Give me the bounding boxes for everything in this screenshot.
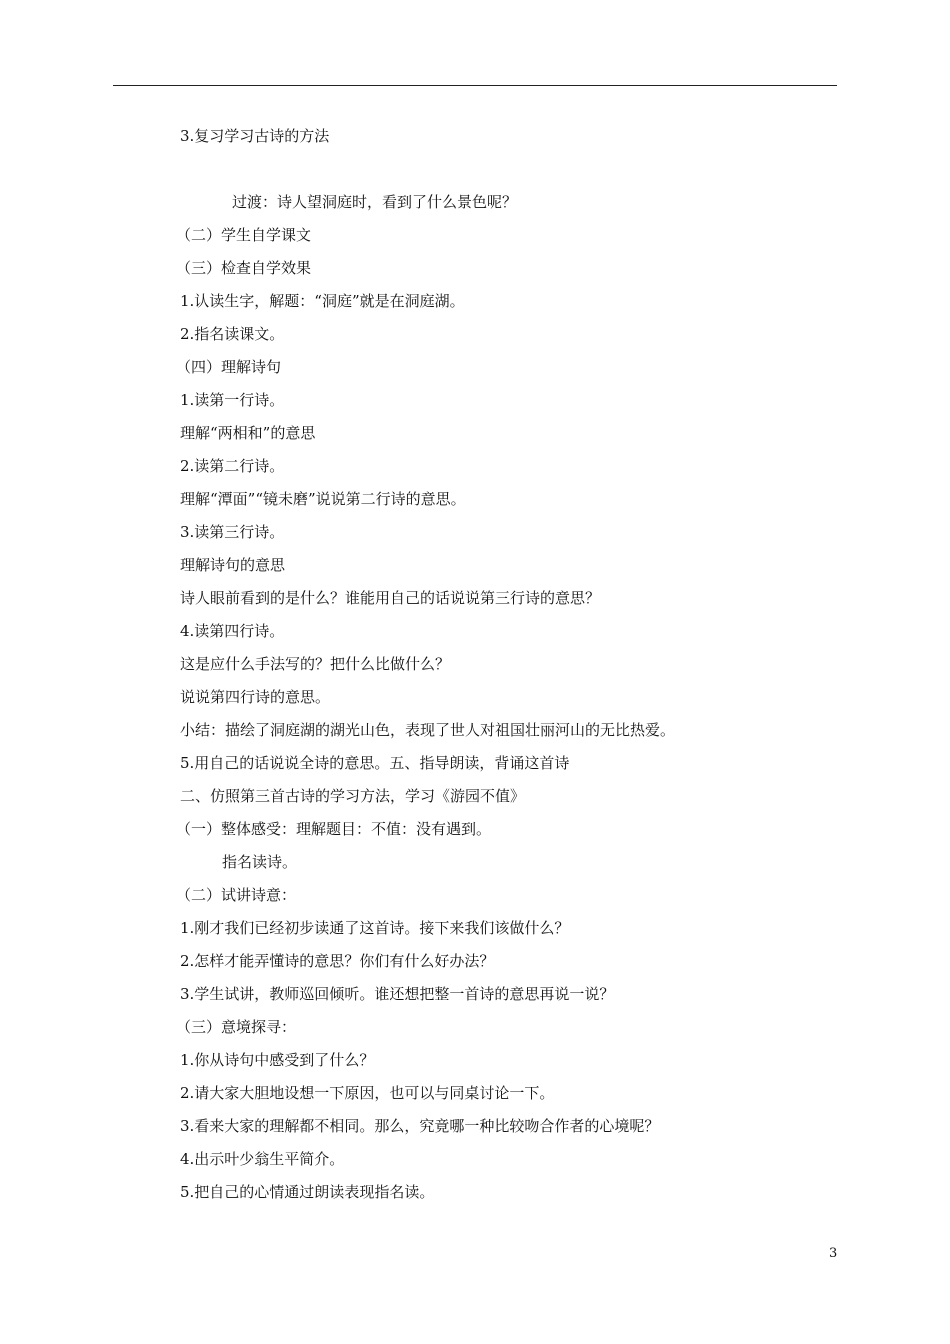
text-line: 理解诗句的意思 (180, 556, 286, 574)
text-line: 1.认读生字，解题：“洞庭”就是在洞庭湖。 (180, 292, 465, 310)
section-heading: （二）试讲诗意： (176, 886, 297, 904)
text-line: 这是应什么手法写的？把什么比做什么？ (180, 655, 451, 673)
text-line: 1.读第一行诗。 (180, 391, 285, 409)
section-heading: （二）学生自学课文 (176, 226, 312, 244)
text-line: 3.读第三行诗。 (180, 523, 285, 541)
text-line: 3.复习学习古诗的方法 (180, 127, 330, 145)
document-body (176, 120, 820, 1209)
text-line: 3.看来大家的理解都不相同。那么，究竟哪一种比较吻合作者的心境呢？ (180, 1117, 660, 1135)
text-line: 小结：描绘了洞庭湖的湖光山色，表现了世人对祖国壮丽河山的无比热爱。 (180, 721, 676, 739)
text-line: 2.请大家大胆地设想一下原因，也可以与同桌讨论一下。 (180, 1084, 555, 1102)
text-line: 1.你从诗句中感受到了什么？ (180, 1051, 375, 1069)
text-line: 指名读诗。 (222, 853, 298, 871)
text-line: 4.出示叶少翁生平简介。 (180, 1150, 345, 1168)
section-heading: （三）检查自学效果 (176, 259, 312, 277)
text-line: 2.怎样才能弄懂诗的意思？你们有什么好办法？ (180, 952, 495, 970)
section-heading: （三）意境探寻： (176, 1018, 297, 1036)
text-line: 1.刚才我们已经初步读通了这首诗。接下来我们该做什么？ (180, 919, 570, 937)
text-line: 说说第四行诗的意思。 (180, 688, 331, 706)
section-heading: （一）整体感受：理解题目：不值：没有遇到。 (176, 820, 492, 838)
section-heading: （四）理解诗句 (176, 358, 282, 376)
text-line: 5.把自己的心情通过朗读表现指名读。 (180, 1183, 435, 1201)
text-line: 4.读第四行诗。 (180, 622, 285, 640)
text-line: 3.学生试讲，教师巡回倾听。谁还想把整一首诗的意思再说一说？ (180, 985, 615, 1003)
text-line: 5.用自己的话说说全诗的意思。五、指导朗读，背诵这首诗 (180, 754, 570, 772)
text-line: 过渡：诗人望洞庭时，看到了什么景色呢？ (232, 193, 518, 211)
text-line: 理解“潭面”“镜未磨”说说第二行诗的意思。 (180, 490, 466, 508)
text-line: 诗人眼前看到的是什么？谁能用自己的话说说第三行诗的意思？ (180, 589, 601, 607)
header-rule (113, 85, 837, 86)
text-line: 理解“两相和”的意思 (180, 424, 316, 442)
text-line: 2.指名读课文。 (180, 325, 285, 343)
blank-line (180, 153, 820, 186)
text-line: 2.读第二行诗。 (180, 457, 285, 475)
page-number: 3 (829, 1246, 838, 1261)
section-heading: 二、仿照第三首古诗的学习方法，学习《游园不值》 (180, 787, 526, 805)
